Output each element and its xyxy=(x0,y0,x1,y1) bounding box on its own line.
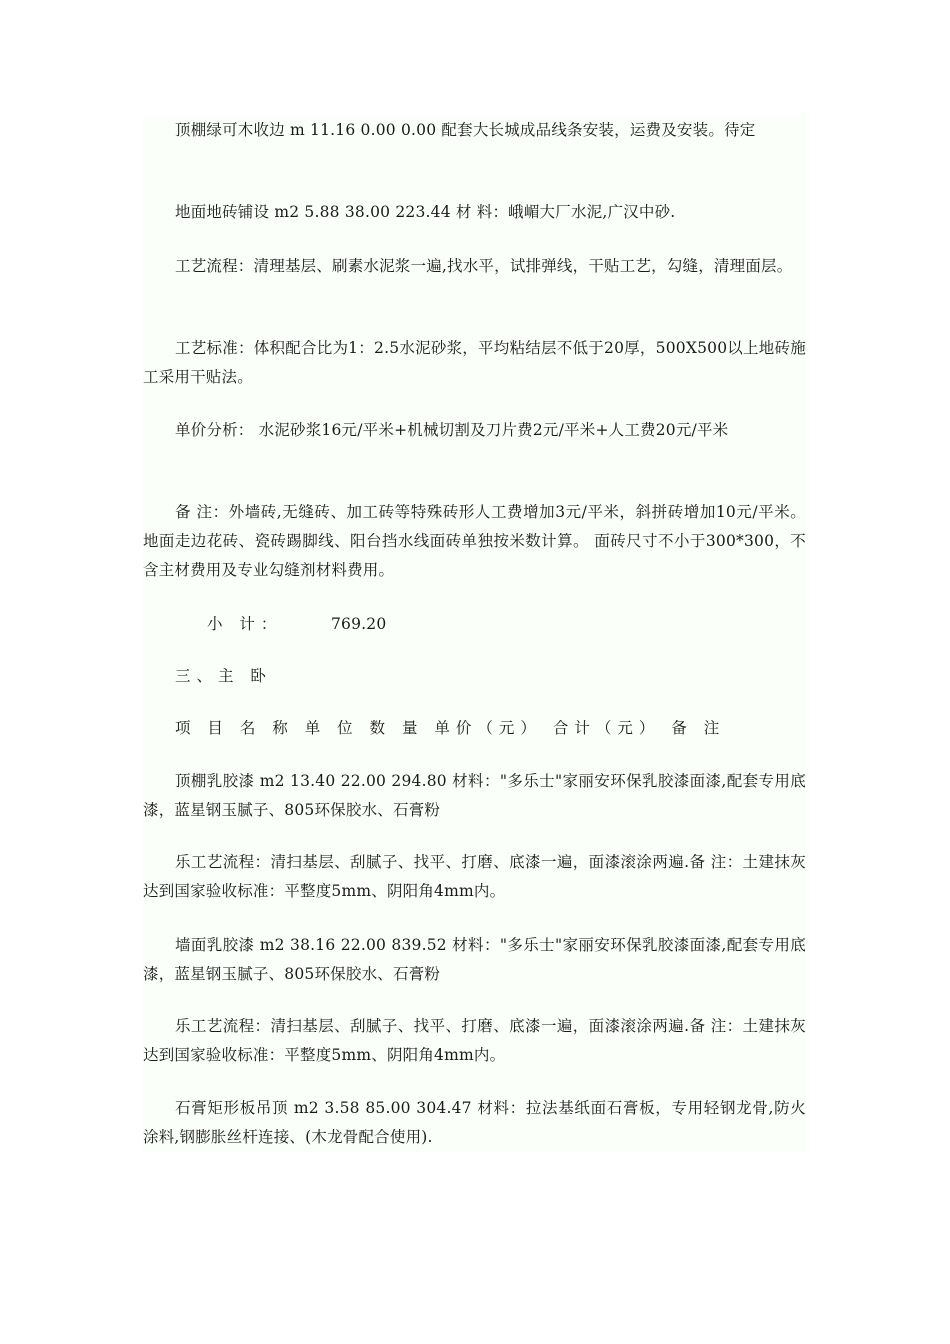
section-heading-master-bedroom: 三、主 卧 xyxy=(175,667,272,685)
subtotal-value: 769.20 xyxy=(331,615,387,633)
subtotal-row xyxy=(143,610,806,639)
paragraph-floor-tile-standard: 工艺标准：体积配合比为1：2.5水泥砂浆，平均粘结层不低于20厚，500X500以上地砖施工采用干贴法。 xyxy=(143,339,806,386)
item-ceiling-latex-paint: 顶棚乳胶漆 m2 13.40 22.00 294.80 材料："多乐士"家丽安环保乳胶漆面漆,配套专用底漆，蓝星钢玉腻子、805环保胶水、石膏粉 xyxy=(143,772,806,819)
subtotal-label: 小 计： xyxy=(207,615,283,633)
item-wall-latex-paint: 墙面乳胶漆 m2 38.16 22.00 839.52 材料："多乐士"家丽安环保乳胶漆面漆,配套专用底漆，蓝星钢玉腻子、805环保胶水、石膏粉 xyxy=(143,936,806,983)
paragraph-floor-tile: 地面地砖铺设 m2 5.88 38.00 223.44 材 料：峨嵋大厂水泥,广汉中砂. xyxy=(175,203,676,221)
paragraph-floor-tile-price-analysis: 单价分析： 水泥砂浆16元/平米+机械切割及刀片费2元/平米+人工费20元/平米 xyxy=(175,421,729,439)
paragraph-floor-tile-process: 工艺流程：清理基层、刷素水泥浆一遍,找水平，试排弹线，干贴工艺，勾缝，清理面层。 xyxy=(175,257,793,275)
item-wall-latex-process: 乐工艺流程：清扫基层、刮腻子、找平、打磨、底漆一遍，面漆滚涂两遍.备 注：土建抹灰达到国家验收标准：平整度5mm、阴阳角4mm内。 xyxy=(143,1017,806,1064)
item-gypsum-ceiling: 石膏矩形板吊顶 m2 3.58 85.00 304.47 材料：拉法基纸面石膏板，专用轻钢龙骨,防火涂料,钢膨胀丝杆连接、(木龙骨配合使用). xyxy=(143,1099,806,1146)
paragraph-floor-tile-notes: 备 注：外墙砖,无缝砖、加工砖等特殊砖形人工费增加3元/平米，斜拼砖增加10元/平米。地面走边花砖、瓷砖踢脚线、阳台挡水线面砖单独按米数计算。 面砖尺寸不小于300*300，不含主材费用及专业勾缝剂材料费用。 xyxy=(143,503,806,579)
item-ceiling-latex-process: 乐工艺流程：清扫基层、刮腻子、找平、打磨、底漆一遍，面漆滚涂两遍.备 注：土建抹灰达到国家验收标准：平整度5mm、阴阳角4mm内。 xyxy=(143,853,806,900)
table-header-row: 项 目 名 称 单 位 数 量 单价（元） 合计（元） 备 注 xyxy=(175,719,726,737)
paragraph-ceiling-trim: 顶棚绿可木收边 m 11.16 0.00 0.00 配套大长城成品线条安装，运费及安装。待定 xyxy=(175,121,756,139)
